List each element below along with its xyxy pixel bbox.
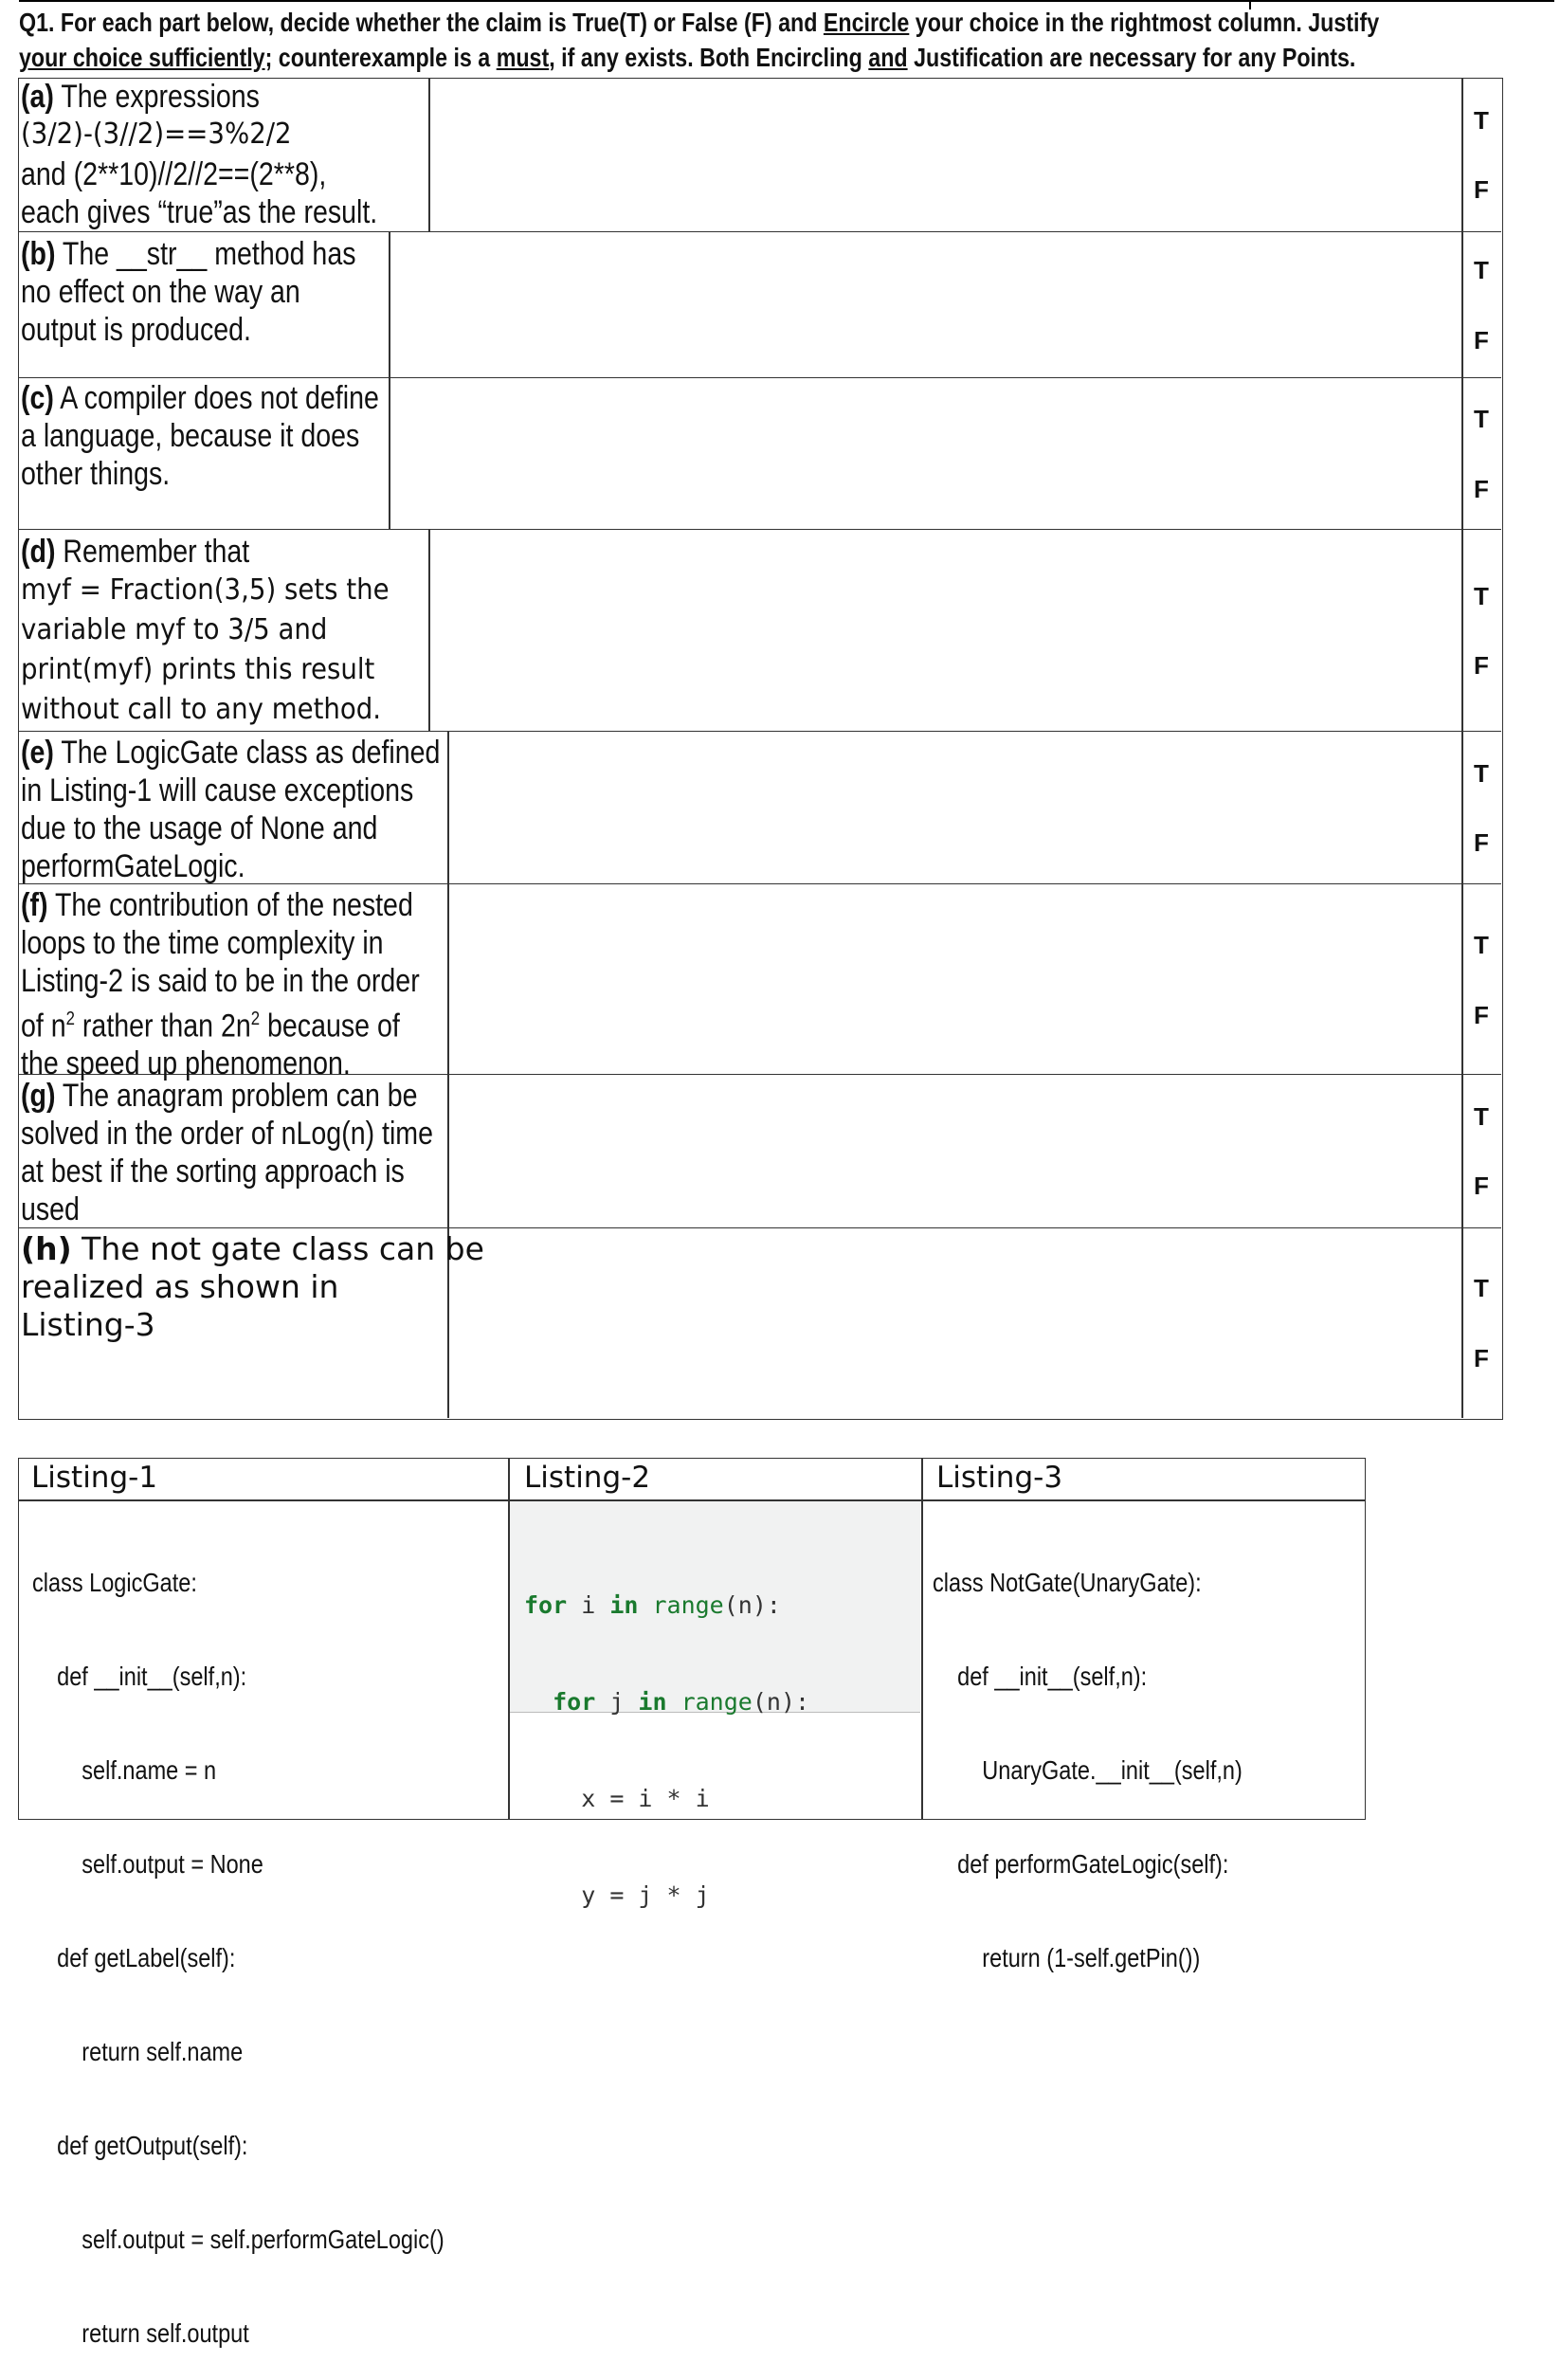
claim-g: (g) The anagram problem can be solved in the order of nLog(n) time at best if the sorting approach is used: [21, 1078, 433, 1227]
tf-column-line: [1461, 78, 1463, 1418]
choice-false-a[interactable]: F: [1474, 175, 1489, 204]
choice-true-e[interactable]: T: [1474, 759, 1489, 788]
choice-false-d[interactable]: F: [1474, 651, 1489, 680]
claim-e: (e) The LogicGate class as defined in Listing-1 will cause exceptions due to the usage of None and performGateLogic.: [21, 735, 441, 884]
claim-h: (h) The not gate class can be realized as shown in Listing-3: [21, 1230, 484, 1343]
choice-true-c[interactable]: T: [1474, 405, 1489, 433]
claim-column-line: [389, 231, 390, 529]
question-header: [19, 5, 1380, 75]
row-divider: [18, 529, 1501, 530]
claim-c: (c) A compiler does not define a language, because it does other things.: [21, 380, 379, 492]
choice-true-a[interactable]: T: [1474, 106, 1489, 135]
claim-a: (a) The expressions: [21, 79, 260, 115]
choice-false-h[interactable]: F: [1474, 1344, 1489, 1372]
header-line-2: your choice sufficiently; counterexample is a must, if any exists. Both Encircling and Justification are necessary for any Points.: [19, 43, 1356, 72]
choice-false-b[interactable]: F: [1474, 326, 1489, 354]
claim-column-line: [428, 78, 430, 231]
claim-b: (b) The __str__ method has no effect on the way an output is produced.: [21, 236, 356, 348]
choice-true-h[interactable]: T: [1474, 1274, 1489, 1302]
listing-2-code: for i in range(n): for j in range(n): x = i * i y = j * j: [524, 1591, 810, 1909]
choice-true-f[interactable]: T: [1474, 931, 1489, 959]
header-line-1: Q1. For each part below, decide whether the claim is True(T) or False (F) and Encircle your choice in the rightmost column. Justify: [19, 8, 1380, 37]
row-divider: [18, 377, 1501, 378]
choice-true-d[interactable]: T: [1474, 582, 1489, 610]
choice-false-e[interactable]: F: [1474, 828, 1489, 857]
claim-f: (f) The contribution of the nested loops to the time complexity in Listing-2 is said to be in the order of $n^2$ rather than $2n^2$ because of the speed up phenomenon.: [21, 887, 420, 1082]
choice-false-f[interactable]: F: [1474, 1001, 1489, 1029]
claim-a-expr1: (3/2)-(3//2)==3%2/2: [21, 118, 292, 151]
claim-d-body: myf = Fraction(3,5) sets the variable myf to 3/5 and print(myf) prints this result without call to any method.: [21, 573, 390, 726]
choice-true-b[interactable]: T: [1474, 256, 1489, 284]
listing-1-title: Listing-1: [31, 1461, 158, 1495]
row-divider: [18, 231, 1501, 232]
claim-a-rest: and (2**10)//2//2==(2**8), each gives “true”as the result.: [21, 156, 378, 230]
claim-column-line: [428, 529, 430, 731]
choice-false-g[interactable]: F: [1474, 1172, 1489, 1200]
listing-1-code: class LogicGate: def __init__(self,n): self.name = n self.output = None def getLabel(self): return self.name def getOutput(self): self.output = self.performGateLogic() return self.output: [32, 1568, 444, 2348]
listing-divider: [921, 1458, 923, 1820]
top-rule: [19, 0, 1554, 2]
listing-3-code: class NotGate(UnaryGate): def __init__(self,n): UnaryGate.__init__(self,n) def performGateLogic(self): return (1-self.getPin()): [933, 1568, 1243, 1972]
listing-2-title: Listing-2: [524, 1461, 651, 1495]
row-divider: [18, 731, 1501, 732]
listing-3-title: Listing-3: [936, 1461, 1063, 1495]
claim-d: (d) Remember that: [21, 534, 250, 570]
choice-true-g[interactable]: T: [1474, 1102, 1489, 1131]
choice-false-c[interactable]: F: [1474, 475, 1489, 503]
